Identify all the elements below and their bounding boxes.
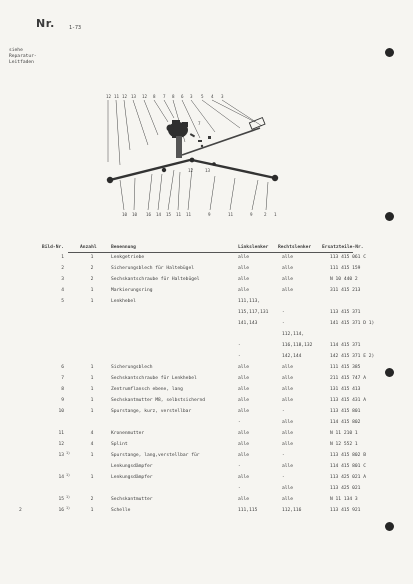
cell-ersatzteil-nr: N 10 440 2 — [330, 277, 358, 282]
cell-ersatzteil-nr: 113 415 802 B — [330, 453, 366, 458]
binder-hole — [385, 212, 394, 221]
cell-rechtslenker: - — [282, 475, 285, 480]
table-row — [0, 299, 413, 307]
cell-anzahl: 2 — [90, 266, 94, 271]
cell-ersatzteil-nr: 113 415 921 — [330, 508, 361, 513]
cell-anzahl: 2 — [90, 277, 94, 282]
cell-bild-nr: 14 — [58, 475, 64, 480]
cell-ersatzteil-nr: 113 425 021 — [330, 486, 361, 491]
margin-number: 2 — [19, 508, 22, 513]
cell-linkslenker: alle — [238, 497, 250, 502]
cell-ersatzteil-nr: 113 425 021 A — [330, 475, 366, 480]
col-header-benennung: Benennung — [111, 245, 136, 250]
table-row — [0, 387, 413, 395]
table-row — [0, 464, 413, 472]
cell-rechtslenker: - — [282, 310, 285, 315]
table-row — [0, 255, 413, 263]
cell-anzahl: 1 — [90, 288, 94, 293]
table-row — [0, 288, 413, 296]
callout-number: 12 — [142, 94, 148, 99]
cell-bild-nr: 13 — [58, 453, 64, 458]
table-row — [0, 354, 413, 362]
cell-rechtslenker: alle — [282, 442, 294, 447]
parts-table — [0, 245, 413, 565]
callout-number: 10 — [122, 212, 128, 217]
cell-bild-nr: 3 — [61, 277, 64, 282]
header-divider — [68, 252, 353, 253]
cell-benennung: Sechskantschraube für Haltebügel — [111, 277, 200, 282]
cell-bild-nr: 1 — [61, 255, 64, 260]
callout-number: 4 — [211, 94, 214, 99]
cell-rechtslenker: alle — [282, 387, 294, 392]
cell-ersatzteil-nr: 311 415 213 — [330, 288, 361, 293]
callout-number: 8 — [153, 94, 156, 99]
callout-number: 7 — [163, 94, 166, 99]
callout-number: 3 — [190, 94, 193, 99]
cell-anzahl: 1 — [90, 475, 94, 480]
page-date: 1-73 — [69, 25, 82, 31]
cell-linkslenker: - — [238, 464, 241, 469]
cell-benennung: Sicherungsblech — [111, 365, 153, 370]
cell-rechtslenker: alle — [282, 277, 294, 282]
cell-ersatzteil-nr: N 11 134 3 — [330, 497, 358, 502]
table-row — [0, 277, 413, 285]
cell-linkslenker: alle — [238, 398, 250, 403]
cell-benennung: Sechskantmutter M8, selbstsichernd — [111, 398, 206, 403]
col-header-linkslenker: Linkslenker — [238, 245, 269, 250]
cell-benennung: Sechskantmutter — [111, 497, 153, 502]
cell-ersatzteil-nr: 211 415 747 A — [330, 376, 366, 381]
cell-anzahl: 1 — [90, 365, 94, 370]
cell-bild-nr: 5 — [61, 299, 64, 304]
cell-anzahl: 4 — [90, 442, 94, 447]
cell-anzahl: 4 — [90, 431, 94, 436]
cell-bild-nr: 4 — [61, 288, 64, 293]
footnote-marker: 1) — [66, 495, 71, 499]
callout-number: 11 — [228, 212, 234, 217]
table-row — [0, 508, 413, 516]
cell-anzahl: 1 — [90, 398, 94, 403]
cell-bild-nr: 2 — [61, 266, 64, 271]
cell-anzahl: 1 — [90, 453, 94, 458]
cell-rechtslenker: alle — [282, 497, 294, 502]
side-note-line: siehe — [9, 48, 23, 53]
callout-number: 12 — [188, 168, 194, 173]
callout-number: 11 — [114, 94, 120, 99]
cell-ersatzteil-nr: 141 415 371 D 1) — [330, 321, 375, 326]
callout-number: 2 — [264, 212, 267, 217]
cell-benennung: Spurstange, lang,verstellbar für — [111, 453, 200, 458]
table-row — [0, 420, 413, 428]
cell-rechtslenker: 116,118,132 — [282, 343, 313, 348]
cell-linkslenker: - — [238, 486, 241, 491]
page-number-label: Nr. — [36, 17, 55, 30]
cell-ersatzteil-nr: 113 415 801 — [330, 409, 361, 414]
table-row — [0, 321, 413, 329]
side-note-line: Reparatur- — [9, 54, 37, 59]
col-header-bild-nr: Bild-Nr. — [41, 245, 64, 250]
cell-linkslenker: 115,117,131 — [238, 310, 269, 315]
cell-anzahl: 1 — [90, 409, 94, 414]
table-row — [0, 431, 413, 439]
cell-ersatzteil-nr: 113 415 371 — [330, 310, 361, 315]
callout-number: 13 — [205, 168, 211, 173]
callout-number: 10 — [132, 212, 138, 217]
cell-linkslenker: alle — [238, 442, 250, 447]
col-header-ersatzteil-nr: Ersatzteile-Nr. — [322, 245, 364, 250]
callout-number: 15 — [166, 212, 172, 217]
cell-rechtslenker: - — [282, 453, 285, 458]
callout-number: 3 — [221, 94, 224, 99]
cell-bild-nr: 10 — [58, 409, 64, 414]
cell-rechtslenker: - — [282, 321, 285, 326]
binder-hole — [385, 48, 394, 57]
footnote-marker: 1) — [66, 451, 71, 455]
cell-rechtslenker: 112,116 — [282, 508, 302, 513]
cell-linkslenker: 111,115 — [238, 508, 258, 513]
cell-bild-nr: 6 — [61, 365, 64, 370]
table-row — [0, 376, 413, 384]
cell-benennung: Lenkungsdämpfer — [111, 475, 153, 480]
cell-rechtslenker: alle — [282, 486, 294, 491]
cell-linkslenker: alle — [238, 431, 250, 436]
callout-number: 14 — [156, 212, 162, 217]
cell-rechtslenker: alle — [282, 398, 294, 403]
callout-number: 7 — [198, 121, 201, 126]
callout-number: 13 — [131, 94, 137, 99]
cell-bild-nr: 15 — [58, 497, 64, 502]
callout-number: 9 — [250, 212, 253, 217]
cell-benennung: Sicherungsblech für Haltebügel — [111, 266, 194, 271]
cell-bild-nr: 12 — [58, 442, 64, 447]
cell-benennung: Zentrumflansch ebene, lang — [111, 387, 183, 392]
cell-benennung: Kronenmutter — [111, 431, 145, 436]
callout-number: 12 — [122, 94, 128, 99]
side-note — [9, 48, 37, 66]
callout-number: 12 — [106, 94, 112, 99]
cell-ersatzteil-nr: 113 415 431 A — [330, 398, 366, 403]
table-row — [0, 453, 413, 461]
cell-rechtslenker: alle — [282, 464, 294, 469]
cell-linkslenker: alle — [238, 453, 250, 458]
cell-benennung: Lenkgetriebe — [111, 255, 145, 260]
cell-rechtslenker: alle — [282, 376, 294, 381]
callout-number: 16 — [146, 212, 152, 217]
cell-anzahl: 1 — [90, 255, 94, 260]
cell-anzahl: 1 — [90, 508, 94, 513]
cell-benennung: Markierungsring — [111, 288, 153, 293]
cell-benennung: Schelle — [111, 508, 131, 513]
cell-ersatzteil-nr: N 12 552 1 — [330, 442, 358, 447]
callout-number: 11 — [176, 212, 182, 217]
callout-number: 5 — [201, 94, 204, 99]
cell-rechtslenker: alle — [282, 266, 294, 271]
cell-rechtslenker: alle — [282, 420, 294, 425]
cell-linkslenker: - — [238, 354, 241, 359]
cell-rechtslenker: alle — [282, 255, 294, 260]
cell-bild-nr: 8 — [61, 387, 64, 392]
table-row — [0, 486, 413, 494]
cell-benennung: Sechskantschraube für Lenkhebel — [111, 376, 197, 381]
col-header-rechtslenker: Rechtslenker — [278, 245, 312, 250]
footnote-marker: 1) — [66, 506, 71, 510]
cell-ersatzteil-nr: 113 415 061 C — [330, 255, 366, 260]
cell-rechtslenker: 142,144 — [282, 354, 302, 359]
cell-ersatzteil-nr: 114 415 802 — [330, 420, 361, 425]
cell-linkslenker: 141,143 — [238, 321, 258, 326]
cell-ersatzteil-nr: 114 415 801 C — [330, 464, 366, 469]
callout-number: 8 — [172, 94, 175, 99]
callout-number: 11 — [186, 212, 192, 217]
cell-benennung: Splint — [111, 442, 128, 447]
table-row — [0, 497, 413, 505]
cell-ersatzteil-nr: 111 415 385 — [330, 365, 361, 370]
cell-ersatzteil-nr: 131 415 413 — [330, 387, 361, 392]
cell-linkslenker: alle — [238, 266, 250, 271]
footnote-marker: 1) — [66, 473, 71, 477]
table-row — [0, 343, 413, 351]
cell-bild-nr: 16 — [58, 508, 64, 513]
cell-anzahl: 1 — [90, 299, 94, 304]
table-row — [0, 475, 413, 483]
table-row — [0, 442, 413, 450]
col-header-anzahl: Anzahl — [80, 245, 97, 250]
cell-rechtslenker: alle — [282, 365, 294, 370]
table-row — [0, 409, 413, 417]
cell-bild-nr: 7 — [61, 376, 64, 381]
cell-linkslenker: alle — [238, 365, 250, 370]
cell-benennung: Lenkhebel — [111, 299, 136, 304]
cell-linkslenker: alle — [238, 475, 250, 480]
cell-benennung: Lenkungsdämpfer — [111, 464, 153, 469]
table-row — [0, 266, 413, 274]
cell-anzahl: 2 — [90, 497, 94, 502]
steering-exploded-drawing — [90, 90, 290, 220]
cell-linkslenker: alle — [238, 277, 250, 282]
cell-linkslenker: alle — [238, 288, 250, 293]
table-row — [0, 332, 413, 340]
cell-bild-nr: 11 — [58, 431, 64, 436]
table-row — [0, 398, 413, 406]
cell-linkslenker: alle — [238, 376, 250, 381]
cell-rechtslenker: 112,114, — [282, 332, 305, 337]
cell-ersatzteil-nr: 114 415 371 — [330, 343, 361, 348]
cell-ersatzteil-nr: 111 415 159 — [330, 266, 361, 271]
cell-linkslenker: 111,113, — [238, 299, 261, 304]
table-row — [0, 310, 413, 318]
cell-benennung: Spurstange, kurz, verstellbar — [111, 409, 192, 414]
side-note-line: Leitfaden — [9, 60, 34, 65]
cell-linkslenker: - — [238, 420, 241, 425]
cell-linkslenker: alle — [238, 255, 250, 260]
cell-rechtslenker: alle — [282, 288, 294, 293]
callout-number: 1 — [274, 212, 277, 217]
cell-linkslenker: - — [238, 343, 241, 348]
cell-linkslenker: alle — [238, 387, 250, 392]
cell-rechtslenker: alle — [282, 431, 294, 436]
cell-anzahl: 1 — [90, 376, 94, 381]
cell-rechtslenker: - — [282, 409, 285, 414]
cell-linkslenker: alle — [238, 409, 250, 414]
cell-ersatzteil-nr: 142 415 371 E 2) — [330, 354, 375, 359]
callout-number: 9 — [208, 212, 211, 217]
cell-bild-nr: 9 — [61, 398, 64, 403]
table-row — [0, 365, 413, 373]
cell-anzahl: 1 — [90, 387, 94, 392]
cell-ersatzteil-nr: N 11 210 1 — [330, 431, 358, 436]
callout-number: 6 — [181, 94, 184, 99]
